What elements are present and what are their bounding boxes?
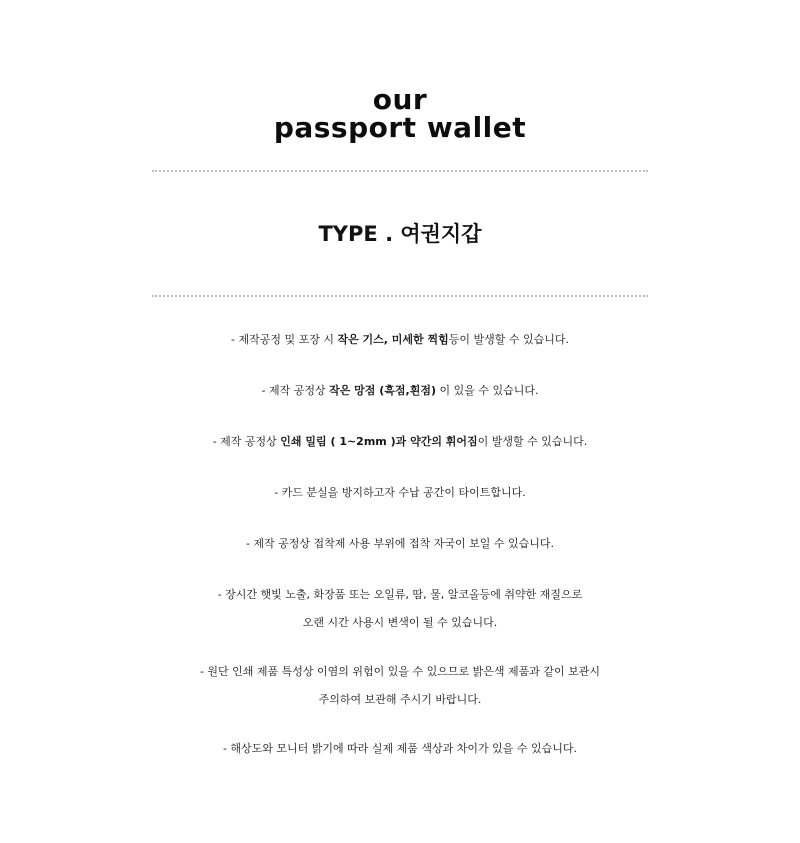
notice-item — [0, 658, 800, 714]
notice-line — [0, 609, 800, 637]
notice-text: 이 발생할 수 있습니다. — [477, 435, 588, 448]
notice-text: 이 있을 수 있습니다. — [436, 384, 539, 397]
notice-text: - 장시간 햇빛 노출, 화장품 또는 오일류, 땀, 물, 알코올등에 취약한 재질으로 — [217, 588, 583, 601]
notice-text: - 원단 인쇄 제품 특성상 이염의 위험이 있을 수 있으므로 밝은색 제품과 같이 보관시 — [199, 665, 601, 678]
notice-item — [0, 428, 800, 456]
notice-text: - 제작 공정상 — [261, 384, 330, 397]
notice-line — [0, 479, 800, 507]
notice-item — [0, 377, 800, 405]
notice-line — [0, 686, 800, 714]
dotted-divider-bottom — [152, 295, 648, 297]
notice-item — [0, 735, 800, 763]
notice-emphasis: 작은 망점 (흑점,흰점) — [329, 384, 436, 397]
notice-text: - 카드 분실을 방지하고자 수납 공간이 타이트합니다. — [274, 486, 526, 499]
notice-item — [0, 326, 800, 354]
notice-emphasis: 인쇄 밀림 ( 1~2mm )과 약간의 휘어짐 — [280, 435, 478, 448]
type-heading: TYPE . 여권지갑 — [318, 222, 482, 246]
notice-item — [0, 530, 800, 558]
notice-line — [0, 581, 800, 609]
title-line-2: passport wallet — [273, 111, 527, 144]
notice-text: - 해상도와 모니터 밝기에 따라 실제 제품 색상과 차이가 있을 수 있습니다. — [222, 742, 578, 755]
notice-line — [0, 658, 800, 686]
notice-text: 등이 발생할 수 있습니다. — [448, 333, 570, 346]
notice-text: - 제작공정 및 포장 시 — [230, 333, 338, 346]
notice-line — [0, 377, 800, 405]
notice-line — [0, 428, 800, 456]
notice-line — [0, 735, 800, 763]
notice-line — [0, 326, 800, 354]
notice-text: - 제작 공정상 접착제 사용 부위에 접착 자국이 보일 수 있습니다. — [245, 537, 555, 550]
notice-text: 오랜 시간 사용시 변색이 될 수 있습니다. — [302, 616, 498, 629]
dotted-divider-top — [152, 170, 648, 172]
notice-item — [0, 479, 800, 507]
title-line-1: our — [372, 83, 428, 116]
notice-emphasis: 작은 기스, 미세한 찍힘 — [337, 333, 449, 346]
notice-line — [0, 530, 800, 558]
notice-text: 주의하여 보관해 주시기 바랍니다. — [318, 693, 482, 706]
notice-item — [0, 581, 800, 637]
notice-text: - 제작 공정상 — [212, 435, 281, 448]
product-title — [0, 83, 800, 144]
